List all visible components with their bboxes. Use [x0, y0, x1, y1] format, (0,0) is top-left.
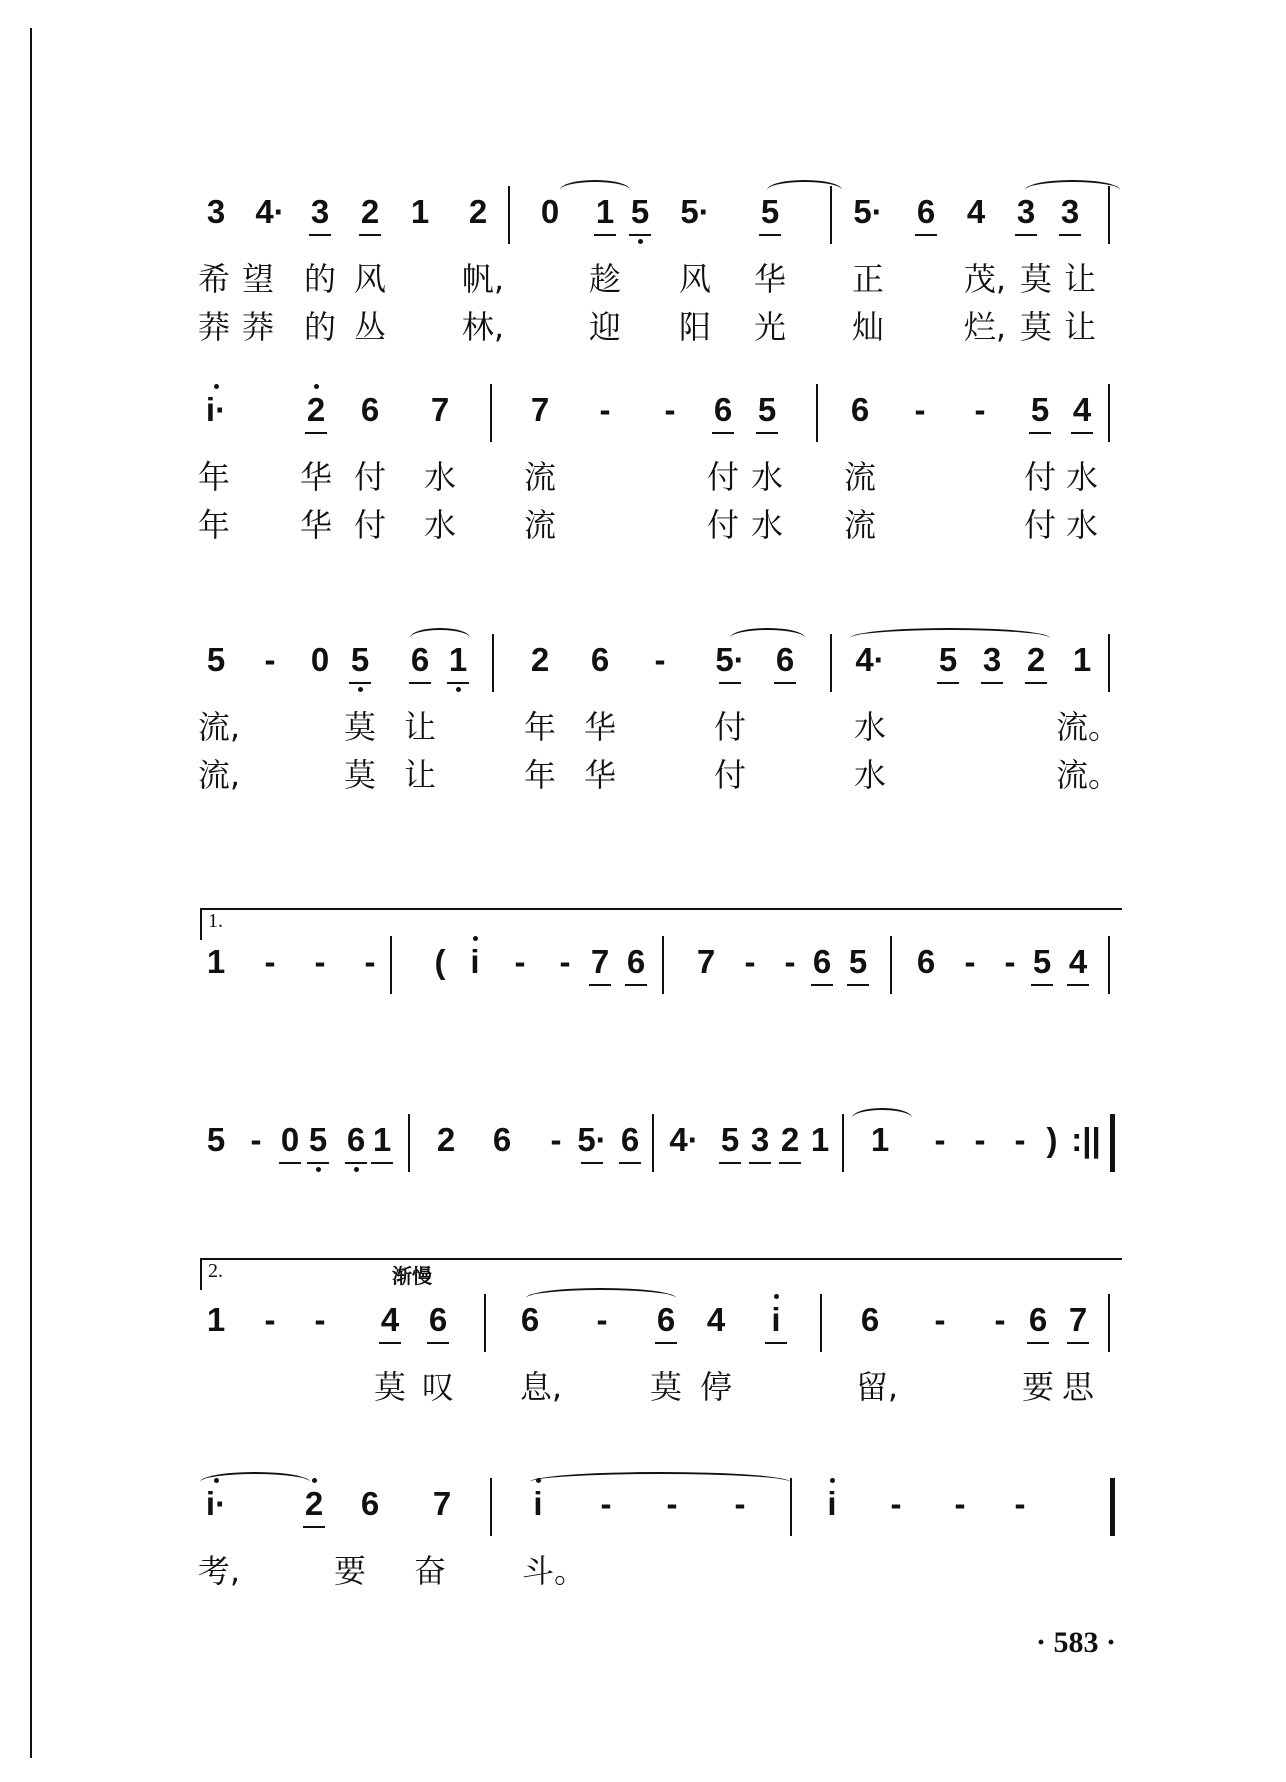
note: 4·: [855, 641, 885, 678]
lyric: 阳: [678, 308, 711, 346]
lyric: 莫: [343, 708, 376, 746]
system-2: [197, 378, 1120, 544]
note: 7: [580, 942, 620, 982]
lyric: 斗。: [522, 1552, 587, 1590]
note: -: [264, 641, 276, 678]
lyric: 迎: [588, 308, 621, 346]
note: -: [964, 943, 976, 980]
note: 3: [1050, 192, 1090, 232]
lyric: 付: [1023, 458, 1056, 496]
lyric: 年: [523, 708, 556, 746]
barline: [842, 1114, 844, 1172]
lyric: 留,: [855, 1368, 899, 1406]
note: -: [600, 1485, 612, 1522]
barline: [408, 1114, 410, 1172]
lyric: 奋: [413, 1552, 446, 1590]
note: -: [314, 1301, 326, 1338]
note: 4: [966, 193, 986, 230]
barline: [790, 1478, 792, 1536]
note: -: [514, 943, 526, 980]
note: -: [664, 391, 676, 428]
barline: [830, 186, 832, 244]
barline: [1108, 936, 1110, 994]
barline: [490, 1478, 492, 1536]
note: -: [1014, 1121, 1026, 1158]
note: 1: [810, 1121, 830, 1158]
lyric: 流,: [197, 708, 241, 746]
lyric: 流: [843, 506, 876, 544]
lyric: 水: [750, 458, 783, 496]
notation-row: [200, 1288, 1120, 1358]
note: 0: [310, 641, 330, 678]
lyric: 年: [523, 756, 556, 794]
barline: [830, 634, 832, 692]
note: -: [559, 943, 571, 980]
system-3: [197, 628, 1121, 794]
note: 5: [298, 1120, 338, 1160]
note: 6: [646, 1300, 686, 1340]
note: 6: [400, 640, 440, 680]
note: 2: [1016, 640, 1056, 680]
lyric: 光: [753, 308, 786, 346]
note: 5: [340, 640, 380, 680]
lyric: 息,: [519, 1368, 563, 1406]
lyric: 水: [1065, 506, 1098, 544]
lyric: 莽: [197, 308, 230, 346]
lyric: 帆,: [461, 260, 505, 298]
left-margin-line: [30, 28, 32, 1758]
note: 1: [585, 192, 625, 232]
note: -: [934, 1121, 946, 1158]
note: 1: [362, 1120, 402, 1160]
lyrics-verse-1: [197, 698, 1121, 746]
lyric: 莫: [343, 756, 376, 794]
lyric: 付: [353, 458, 386, 496]
lyric: 正: [851, 260, 884, 298]
lyric: 林,: [461, 308, 505, 346]
note: 5: [206, 1121, 226, 1158]
lyric: 莫: [373, 1368, 406, 1406]
lyrics-verse-2: [197, 496, 1120, 544]
note: -: [364, 943, 376, 980]
barline: [820, 1294, 822, 1352]
barline: [662, 936, 664, 994]
system-4: [200, 930, 1120, 1000]
note: -: [654, 641, 666, 678]
system-1: [197, 180, 1120, 346]
note: 1: [410, 193, 430, 230]
volta-label: 1.: [208, 910, 223, 932]
barline: [508, 186, 510, 244]
volta-bracket-2: [200, 1258, 1122, 1290]
lyric: 的: [303, 260, 336, 298]
note: 6: [520, 1301, 540, 1338]
note: -: [264, 943, 276, 980]
note: 4: [370, 1300, 410, 1340]
lyric: 趁: [588, 260, 621, 298]
note: 6: [906, 192, 946, 232]
notation-row: [200, 628, 1120, 698]
note: -: [914, 391, 926, 428]
note: -: [994, 1301, 1006, 1338]
note: 5: [1020, 390, 1060, 430]
note: 5: [620, 192, 660, 232]
final-barline: [1110, 1478, 1115, 1536]
lyrics-verse-2: [197, 746, 1121, 794]
final-barline: [1110, 1114, 1115, 1172]
note: i: [455, 942, 495, 982]
volta-label: 2.: [208, 1260, 223, 1282]
lyric: 烂,: [963, 308, 1007, 346]
note: 6: [418, 1300, 458, 1340]
note: 0: [540, 193, 560, 230]
lyric: 水: [853, 708, 886, 746]
barline: [492, 634, 494, 692]
note: -: [264, 1301, 276, 1338]
lyric: 华: [583, 756, 616, 794]
note: 5·: [572, 1120, 612, 1160]
note: 6: [360, 1485, 380, 1522]
note: 6: [850, 391, 870, 428]
note: -: [550, 1121, 562, 1158]
barline: [1108, 1294, 1110, 1352]
note: 6: [590, 641, 610, 678]
note: 7: [430, 391, 450, 428]
note: ): [1046, 1121, 1058, 1158]
note: 2: [530, 641, 550, 678]
repeat-end-sign: :||: [1071, 1121, 1101, 1158]
note: 2: [770, 1120, 810, 1160]
note: 7: [696, 943, 716, 980]
note: -: [666, 1485, 678, 1522]
note: 5: [928, 640, 968, 680]
note: 6: [765, 640, 805, 680]
note: 4: [706, 1301, 726, 1338]
lyric: 付: [713, 708, 746, 746]
note: -: [890, 1485, 902, 1522]
lyric: 流,: [197, 756, 241, 794]
note: 5·: [710, 640, 750, 680]
lyric: 年: [197, 458, 230, 496]
note: i·: [196, 1484, 236, 1524]
note: 6: [616, 942, 656, 982]
note: 7: [530, 391, 550, 428]
lyric: 水: [1065, 458, 1098, 496]
note: 5: [710, 1120, 750, 1160]
lyric: 让: [403, 756, 436, 794]
system-5: [200, 1108, 1120, 1178]
note: i: [518, 1484, 558, 1524]
note: i: [756, 1300, 796, 1340]
lyric: 付: [713, 756, 746, 794]
note: -: [314, 943, 326, 980]
lyric: 莫: [1019, 308, 1052, 346]
lyric: 流: [523, 458, 556, 496]
note: -: [954, 1485, 966, 1522]
note: i·: [196, 390, 236, 430]
note: 6: [336, 1120, 376, 1160]
note: 3: [740, 1120, 780, 1160]
lyric: 考,: [197, 1552, 241, 1590]
lyrics-verse-1: [197, 1542, 1120, 1590]
lyric: 莫: [649, 1368, 682, 1406]
note: 1: [1072, 641, 1092, 678]
lyrics-verse-1: [197, 250, 1120, 298]
lyrics-verse-2: [197, 298, 1120, 346]
lyric: 水: [853, 756, 886, 794]
note: 6: [360, 391, 380, 428]
lyric: 让: [1063, 308, 1096, 346]
note: 4·: [669, 1121, 699, 1158]
note: -: [596, 1301, 608, 1338]
barline: [890, 936, 892, 994]
lyric: 灿: [851, 308, 884, 346]
note: 5: [1022, 942, 1062, 982]
note: 5·: [853, 193, 883, 230]
lyric: 要: [1021, 1368, 1054, 1406]
notation-row: [200, 930, 1120, 1000]
note: -: [784, 943, 796, 980]
barline: [1108, 634, 1110, 692]
lyric: 流。: [1056, 708, 1121, 746]
note: 2: [436, 1121, 456, 1158]
note: 3: [972, 640, 1012, 680]
lyric: 让: [403, 708, 436, 746]
note: 6: [916, 943, 936, 980]
lyric: 水: [423, 458, 456, 496]
note: 1: [206, 943, 226, 980]
note: 6: [703, 390, 743, 430]
note: 5: [206, 641, 226, 678]
note: 3: [300, 192, 340, 232]
note: 5: [747, 390, 787, 430]
note: 1: [438, 640, 478, 680]
lyric: 付: [706, 506, 739, 544]
barline: [484, 1294, 486, 1352]
note: 2: [294, 1484, 334, 1524]
barline: [490, 384, 492, 442]
note: 7: [1058, 1300, 1098, 1340]
lyric: 叹: [421, 1368, 454, 1406]
lyric: 水: [423, 506, 456, 544]
barline: [1108, 186, 1110, 244]
lyric: 华: [299, 458, 332, 496]
note: -: [974, 391, 986, 428]
lyric: 让: [1063, 260, 1096, 298]
notation-row: [200, 1108, 1120, 1178]
lyric: 的: [303, 308, 336, 346]
note: 6: [802, 942, 842, 982]
notation-row: [200, 180, 1120, 250]
lyric: 莫: [1019, 260, 1052, 298]
lyric: 丛: [353, 308, 386, 346]
notation-row: [200, 1472, 1120, 1542]
note: 6: [610, 1120, 650, 1160]
lyric: 风: [678, 260, 711, 298]
note: 4: [1058, 942, 1098, 982]
lyric: 风: [353, 260, 386, 298]
note: 5: [838, 942, 878, 982]
note: -: [974, 1121, 986, 1158]
note: (: [434, 943, 446, 980]
barline: [390, 936, 392, 994]
note: 6: [492, 1121, 512, 1158]
note: -: [1014, 1485, 1026, 1522]
note: -: [934, 1301, 946, 1338]
note: i: [812, 1484, 852, 1524]
lyric: 流。: [1056, 756, 1121, 794]
lyric: 流: [523, 506, 556, 544]
note: 3: [206, 193, 226, 230]
lyric: 付: [353, 506, 386, 544]
lyric: 付: [1023, 506, 1056, 544]
lyric: 要: [333, 1552, 366, 1590]
note: 5: [750, 192, 790, 232]
system-6: [200, 1288, 1120, 1406]
note: 6: [1018, 1300, 1058, 1340]
lyric: 流: [843, 458, 876, 496]
lyric: 望: [241, 260, 274, 298]
note: -: [734, 1485, 746, 1522]
lyric: 华: [583, 708, 616, 746]
lyric: 希: [197, 260, 230, 298]
note: 2: [350, 192, 390, 232]
note: -: [1004, 943, 1016, 980]
barline: [1108, 384, 1110, 442]
note: 7: [432, 1485, 452, 1522]
lyric: 思: [1061, 1368, 1094, 1406]
page-number: · 583 ·: [1035, 1626, 1116, 1659]
lyric: 停: [699, 1368, 732, 1406]
note: 1: [870, 1121, 890, 1158]
note: 4·: [255, 193, 285, 230]
note: 5·: [680, 193, 710, 230]
lyric: 华: [299, 506, 332, 544]
lyric: 付: [706, 458, 739, 496]
lyric: 年: [197, 506, 230, 544]
lyric: 华: [753, 260, 786, 298]
note: 1: [206, 1301, 226, 1338]
note: 4: [1062, 390, 1102, 430]
note: -: [744, 943, 756, 980]
note: 2: [468, 193, 488, 230]
note: 0: [270, 1120, 310, 1160]
notation-row: [200, 378, 1120, 448]
lyrics-verse-1: [197, 448, 1120, 496]
lyric: 莽: [241, 308, 274, 346]
note: 3: [1006, 192, 1046, 232]
lyrics-verse-1: [200, 1358, 1120, 1406]
barline: [816, 384, 818, 442]
note: 2: [296, 390, 336, 430]
tempo-marking: 渐慢: [392, 1264, 432, 1288]
barline: [652, 1114, 654, 1172]
lyric: 水: [750, 506, 783, 544]
lyric: 茂,: [963, 260, 1007, 298]
note: 6: [860, 1301, 880, 1338]
note: -: [599, 391, 611, 428]
note: -: [250, 1121, 262, 1158]
system-7: [197, 1472, 1120, 1590]
